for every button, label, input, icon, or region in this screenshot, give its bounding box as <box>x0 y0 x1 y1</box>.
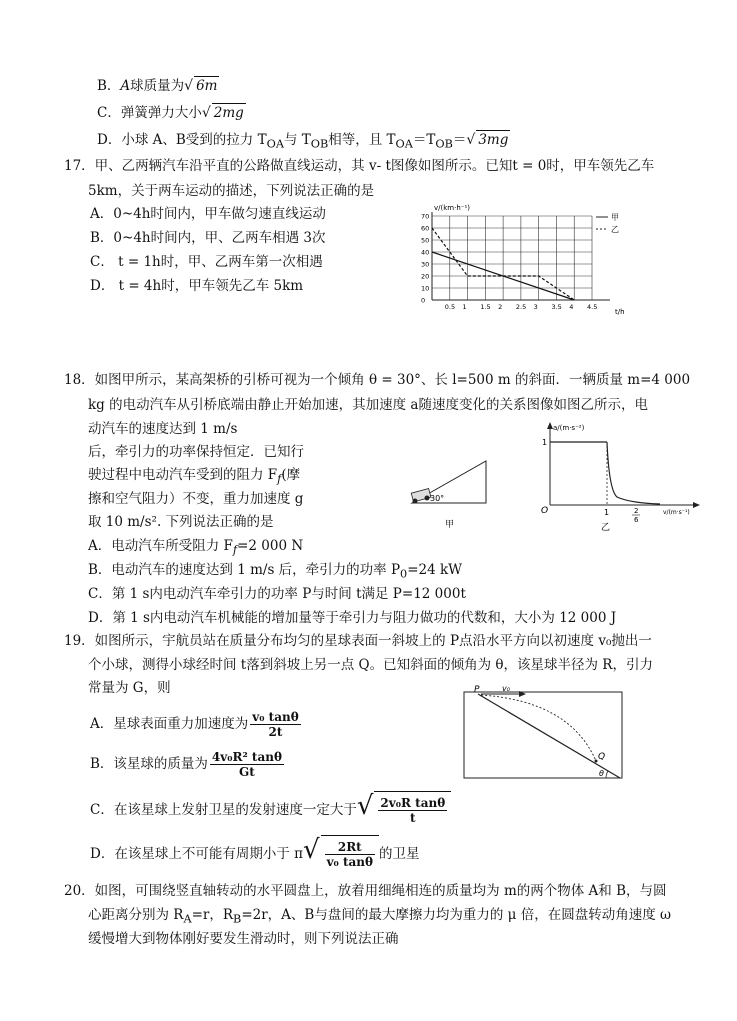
car-icon <box>411 489 431 504</box>
chart-grid <box>432 212 610 300</box>
q18-stem-line7: 取 10 m/s². 下列说法正确的是 <box>88 514 274 530</box>
q17-option-b: B．0~4h时间内，甲、乙两车相遇 3次 <box>90 230 326 246</box>
q18-stem-line1: 18．如图甲所示，某高架桥的引桥可视为一个倾角 θ = 30°、长 l=500 m 的斜面．一辆质量 m=4 000 <box>64 372 691 388</box>
legend-label-jia: 甲 <box>611 213 619 222</box>
q19-stem-line3: 常量为 G，则 <box>88 680 171 696</box>
q17-stem-line2: 5km，关于两车运动的描述，下列说法正确的是 <box>88 183 375 199</box>
figure-label-yi: 乙 <box>601 523 611 533</box>
origin-label: O <box>541 506 549 516</box>
figure-label-jia: 甲 <box>445 520 455 530</box>
q20-stem-line1: 20．如图，可围绕竖直轴转动的水平圆盘上，放着用细绳相连的质量均为 m的两个物体 A和 B，与圆 <box>64 883 667 899</box>
q18-option-d: D．第 1 s内电动汽车机械能的增加量等于牵引力与阻力做功的代数和，大小为 12 000 J <box>88 610 617 626</box>
q17-stem-line1: 17．甲、乙两辆汽车沿平直的公路做直线运动，其 v- t图像如图所示。已知t = 0时，甲车领先乙车 <box>64 158 655 174</box>
x-tick-label: 3 <box>533 303 538 311</box>
figure-slope-projectile <box>460 683 630 783</box>
q19-stem-line1: 19．如图所示，宇航员站在质量分布均匀的星球表面一斜坡上的 P点沿水平方向以初速度 v₀抛出一 <box>64 633 652 649</box>
q19-option-a: A．星球表面重力加速度为 $\frac{\text{v₀ tanθ}}{2t}$ <box>90 710 299 739</box>
point-q: Q <box>598 752 606 762</box>
point-p: P <box>474 685 480 695</box>
y-tick-label: 70 <box>421 212 430 221</box>
y-tick-label: 50 <box>421 236 430 245</box>
x-tick-label: 1 <box>462 303 467 311</box>
y-tick-label: 60 <box>421 224 430 233</box>
angle-theta: θ <box>599 769 604 778</box>
q17-option-d: D． t = 4h时，甲车领先乙车 5km <box>90 278 304 294</box>
x-tick-label: 2.5 <box>515 303 527 311</box>
x-tick-label: 4 <box>569 303 574 311</box>
q19-option-d: D．在该星球上不可能有周期小于 π√ $\frac{2Rt}{\text{v₀ tanθ}}$ 的卫星 <box>90 832 420 872</box>
y-tick-label: 40 <box>421 248 430 257</box>
figure-a-v-yi <box>535 420 705 535</box>
q18-stem-line5: 驶过程中电动汽车受到的阻力 $F_f$(摩 <box>88 467 301 486</box>
q19-option-c: C．在该星球上发射卫星的发射速度一定大于√ $\frac{\text{2v₀R tanθ}}{t}$ <box>90 788 451 828</box>
y-tick-label: 0 <box>421 296 426 305</box>
q17-option-c: C． t = 1h时，甲、乙两车第一次相遇 <box>90 254 323 270</box>
chart-x-label: t/h <box>615 308 625 316</box>
q18-option-b: B．电动汽车的速度达到 1 m/s 后，牵引力的功率 $P_0=24$ kW <box>88 562 463 581</box>
q16-option-c: C．弹簧弹力大小√ 2mg <box>97 105 244 121</box>
q16-option-d: D．小球 A、B受到的拉力 $T_{OA}$与 $T_{OB}$相等，且 $T_{OA}=T_{OB}=√$ 3mg <box>97 132 509 151</box>
incline-angle: 30° <box>430 494 445 503</box>
trajectory <box>481 695 596 761</box>
x-tick-label: 3.5 <box>551 303 562 311</box>
q16-option-b: B．A球质量为√ 6m <box>97 78 218 94</box>
slope-line <box>478 694 620 778</box>
a-v-decay-curve <box>607 442 660 504</box>
q18-stem-line3: 动汽车的速度达到 1 m/s <box>88 421 238 437</box>
q18-option-a: A．电动汽车所受阻力 $F_f=2$ 000 N <box>88 538 304 557</box>
q19-option-b: B．该星球的质量为 $\frac{\text{4v₀R² tanθ}}{Gt}$ <box>90 750 282 779</box>
q18-option-c: C．第 1 s内电动汽车牵引力的功率 P与时间 t满足 P=12 000t <box>88 586 466 602</box>
q20-stem-line2: 心距离分别为 $R_A=r$，$R_B=2r$，A、B与盘间的最大摩擦力均为重力的 μ 倍，在圆盘转动角速度 ω <box>88 907 671 926</box>
q19-stem-line2: 个小球，测得小球经时间 t落到斜坡上另一点 Q。已知斜面的倾角为 θ，该星球半径为 R，引力 <box>88 657 653 673</box>
x-tick-label: 1.5 <box>480 303 491 311</box>
x-tick-1: 1 <box>604 508 610 517</box>
vt-chart <box>410 200 640 320</box>
y-tick-1: 1 <box>542 438 548 447</box>
x-tick-2-den: 6 <box>634 516 639 524</box>
y-tick-label: 20 <box>421 272 430 281</box>
chart-y-label: v/(km·h⁻¹) <box>434 204 470 212</box>
y-tick-label: 30 <box>421 260 430 269</box>
legend-label-yi: 乙 <box>611 225 619 234</box>
figure-incline-jia <box>400 455 495 530</box>
q18-stem-line2: kg 的电动汽车从引桥底端由静止开始加速，其加速度 a随速度变化的关系图像如图乙所示，电 <box>88 397 648 413</box>
q18-stem-line6: 擦和空气阻力）不变，重力加速度 g <box>88 491 304 507</box>
x-tick-label: 4.5 <box>587 303 598 311</box>
x-axis-label: v/(m·s⁻¹) <box>663 509 690 516</box>
x-tick-2-num: 2 <box>634 507 639 515</box>
chart-ticks <box>421 213 597 312</box>
x-tick-label: 2 <box>498 303 503 311</box>
label-v0: v₀ <box>502 684 510 693</box>
q20-stem-line3: 缓慢增大到物体刚好要发生滑动时，则下列说法正确 <box>88 931 399 947</box>
q17-option-a: A．0~4h时间内，甲车做匀速直线运动 <box>90 206 326 222</box>
y-axis-label: a/(m·s⁻²) <box>553 424 585 432</box>
x-tick-label: 0.5 <box>444 303 456 311</box>
q18-stem-line4: 后，牵引力的功率保持恒定．已知行 <box>88 444 304 460</box>
y-tick-label: 10 <box>421 284 430 293</box>
